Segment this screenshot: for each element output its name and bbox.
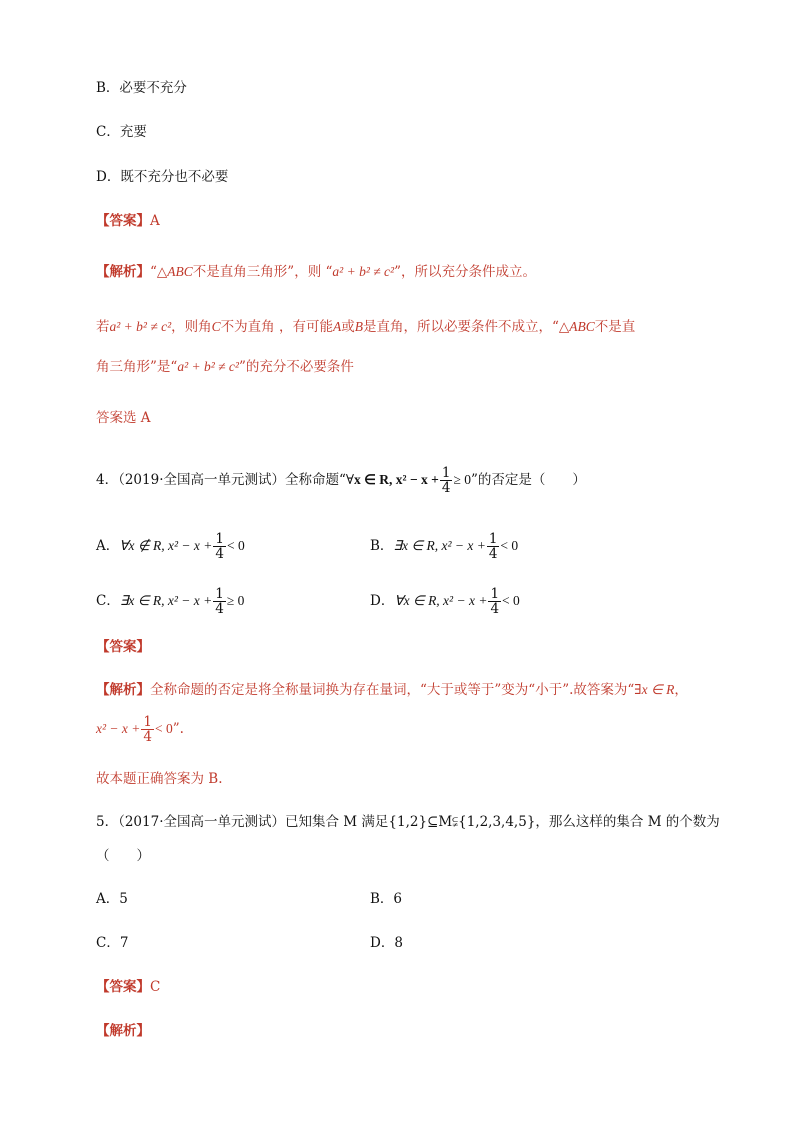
option-c: C．充要 (96, 124, 147, 140)
fraction (487, 532, 500, 561)
option-d-label: D． (370, 593, 395, 609)
text: ， (674, 682, 688, 698)
option-b: B．必要不充分 (96, 80, 187, 96)
fraction-num: 1 (143, 714, 152, 730)
analysis-5 (96, 1021, 150, 1041)
fraction-den: 4 (143, 729, 152, 745)
question-4-stem (96, 466, 586, 495)
math-formula: a² + b² ≠ c² (177, 359, 239, 374)
question-4-option-b (370, 532, 518, 561)
analysis-3-line1 (96, 262, 536, 282)
math: B (354, 319, 363, 334)
text: ”. (172, 721, 184, 737)
fraction-num: 1 (215, 586, 224, 602)
analysis-4-line2 (96, 715, 184, 744)
math: C (211, 319, 221, 334)
question-4-options-row2 (96, 587, 244, 616)
analysis-3-line4: 答案选 A (96, 410, 151, 426)
fraction (488, 587, 501, 616)
fraction-num: 1 (490, 586, 500, 602)
text: 是直角，所以必要条件不成立，“△ (362, 319, 570, 335)
analysis-3-line3 (96, 357, 354, 377)
fraction (440, 466, 453, 495)
option-a-math: ∀x ∉ R, x² − x + (119, 538, 213, 553)
question-5-option-d: D．8 (370, 935, 403, 951)
fraction-den: 4 (488, 546, 498, 562)
question-4-options-row1 (96, 532, 245, 561)
analysis-4-line1 (96, 680, 688, 700)
math: < 0 (154, 721, 173, 736)
fraction-den: 4 (215, 601, 224, 617)
question-5-option-b: B．6 (370, 891, 403, 907)
option-d: D．既不充分也不必要 (96, 169, 229, 185)
analysis-3-line2 (96, 317, 635, 337)
answer-3 (96, 211, 160, 231)
math: A (332, 319, 342, 334)
fraction-num: 1 (215, 531, 224, 547)
text: 全称命题的否定是将全称量词换为存在量词，“大于或等于”变为“小于”.故答案为“∃ (150, 682, 642, 698)
question-4-option-d (370, 587, 520, 616)
math: x ∈ R (641, 682, 675, 697)
question-5-option-a: A．5 (96, 891, 128, 907)
fraction-num: 1 (441, 465, 451, 481)
analysis-label: 【解析】 (96, 682, 150, 698)
text: “△ (150, 264, 168, 280)
option-c-rel: ≥ 0 (226, 593, 245, 608)
math-formula: x ∈ R, x² − x + (354, 472, 439, 487)
text: 不是直角三角形”，则 “ (192, 264, 333, 280)
analysis-4-line3: 故本题正确答案为 B. (96, 771, 223, 787)
answer-value: C (150, 979, 161, 995)
fraction-num: 1 (488, 531, 498, 547)
text: ”的充分不必要条件 (238, 359, 354, 375)
fraction-den: 4 (215, 546, 224, 562)
text: 不是直 (594, 319, 636, 335)
fraction-den: 4 (441, 480, 451, 496)
text: 不为直角 ，有可能 (220, 319, 333, 335)
text: ，则角 (171, 319, 212, 335)
answer-label: 【答案】 (96, 639, 150, 655)
math-formula: a² + b² ≠ c² (332, 264, 395, 279)
answer-4 (96, 637, 150, 657)
answer-label: 【答案】 (96, 213, 150, 229)
option-d-rel: < 0 (502, 593, 520, 608)
math-formula: a² + b² ≠ c² (109, 319, 172, 334)
math: ≥ 0 (453, 472, 472, 487)
answer-5 (96, 977, 160, 997)
answer-value: A (150, 213, 160, 229)
text: ”的否定是（ ） (471, 472, 586, 488)
question-5-option-c: C．7 (96, 935, 129, 951)
answer-label: 【答案】 (96, 979, 150, 995)
math: ABC (167, 264, 193, 279)
option-a-rel: < 0 (226, 538, 245, 553)
text: 或 (341, 319, 355, 335)
fraction (141, 715, 154, 744)
option-b-label: B． (370, 538, 394, 554)
text: ”，所以充分条件成立。 (394, 264, 536, 280)
option-c-math: ∃x ∈ R, x² − x + (119, 593, 213, 608)
option-d-math: ∀x ∈ R, x² − x + (394, 593, 488, 608)
analysis-label: 【解析】 (96, 264, 150, 280)
text: 角三角形”是“ (96, 359, 178, 375)
option-a-label: A． (96, 538, 120, 554)
analysis-label: 【解析】 (96, 1023, 150, 1039)
math-formula: x² − x + (96, 721, 141, 736)
fraction (213, 587, 226, 616)
fraction-den: 4 (490, 601, 500, 617)
option-c-label: C． (96, 593, 120, 609)
option-b-math: ∃x ∈ R, x² − x + (393, 538, 486, 553)
question-5-stem-line1: 5．（2017·全国高一单元测试）已知集合 M 满足{1,2}⊆M⫋{1,2,3,4,5}，那么这样的集合 M 的个数为 (96, 814, 720, 830)
option-b-rel: < 0 (500, 538, 519, 553)
text: 4．（2019·全国高一单元测试）全称命题“∀ (96, 472, 355, 488)
text: 若 (96, 319, 110, 335)
math: ABC (569, 319, 595, 334)
fraction (213, 532, 226, 561)
question-5-stem-line2: （ ） (96, 848, 150, 864)
